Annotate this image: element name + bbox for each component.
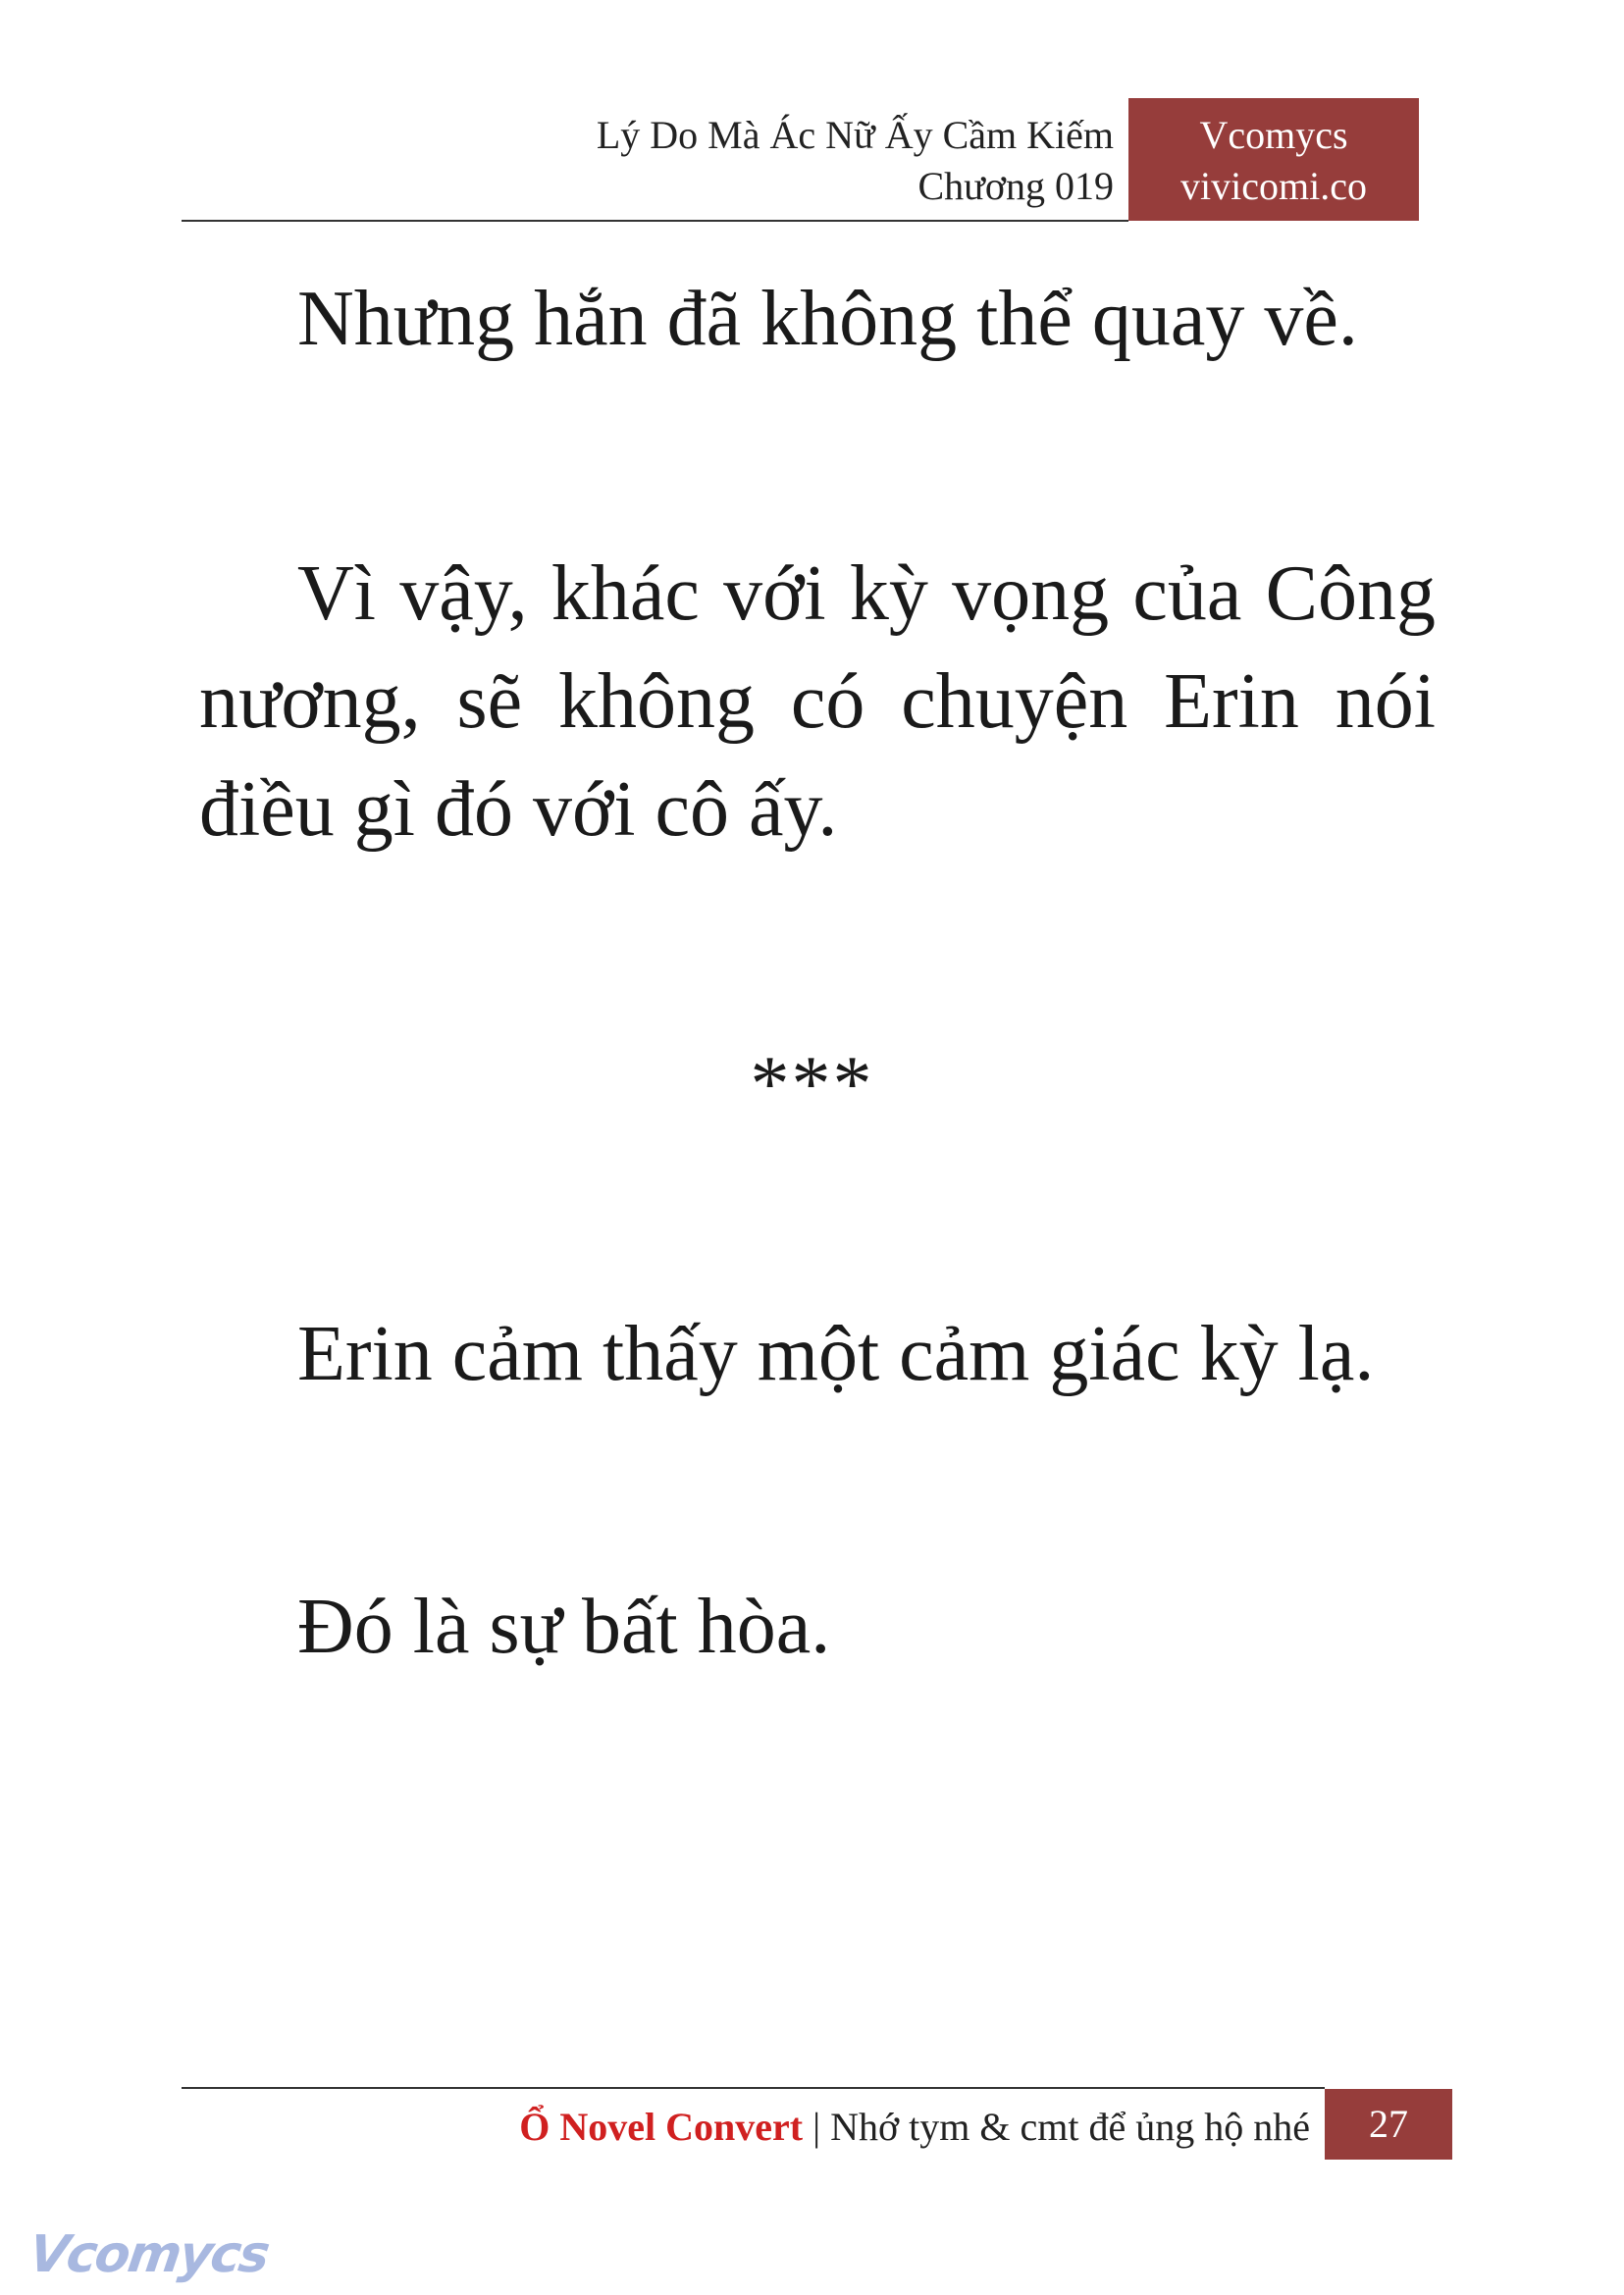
site-name: Vcomycs: [1199, 113, 1348, 157]
section-separator: ***: [750, 1041, 874, 1127]
footer-separator: |: [812, 2105, 821, 2149]
header-divider: [182, 220, 1128, 222]
watermark-logo: Vcomycs: [25, 2225, 272, 2284]
site-url: vivicomi.co: [1180, 164, 1367, 208]
page-number: 27: [1325, 2089, 1452, 2160]
paragraph-3: Erin cảm thấy một cảm giác kỳ lạ.: [297, 1311, 1375, 1397]
footer-message: Nhớ tym & cmt để ủng hộ nhé: [830, 2105, 1310, 2149]
chapter-label: Chương 019: [917, 164, 1114, 208]
site-badge: [1128, 98, 1419, 221]
book-title: Lý Do Mà Ác Nữ Ấy Cầm Kiếm: [596, 113, 1114, 157]
footer-divider: [182, 2087, 1325, 2089]
footer-line: [519, 2100, 1310, 2155]
paragraph-1: Nhưng hắn đã không thể quay về.: [297, 276, 1358, 362]
paragraph-4: Đó là sự bất hòa.: [297, 1584, 831, 1670]
paragraph-2: Vì vậy, khác với kỳ vọng của Công nương, sẽ không có chuyện Erin nói điều gì đó với cô ấy.: [199, 550, 1436, 853]
header-title-block: [597, 110, 1114, 212]
footer-brand: Ổ Novel Convert: [519, 2105, 804, 2149]
